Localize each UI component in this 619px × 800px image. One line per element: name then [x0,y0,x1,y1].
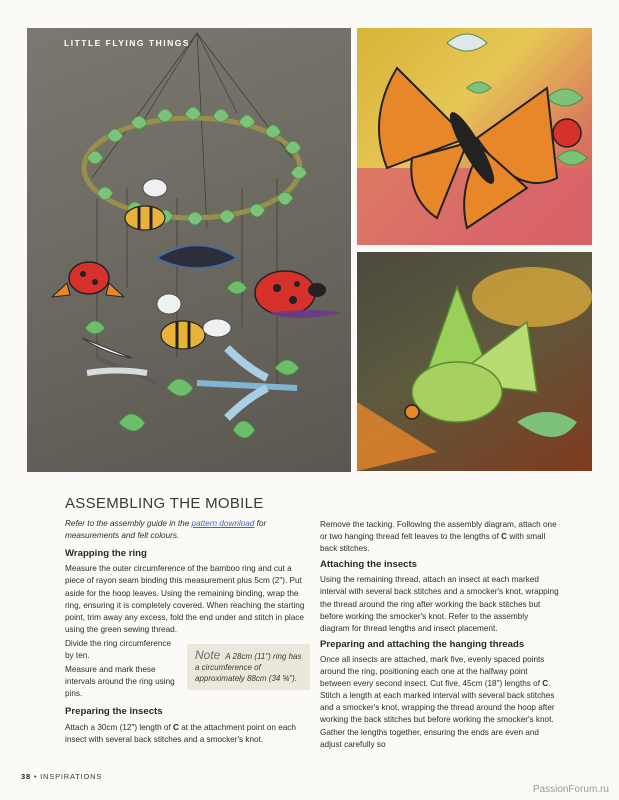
wrapping-mark-paragraph: Measure and mark these intervals around the ring using pins. [65,665,175,699]
preparing-text-end: at the attachment point on each insect with several back stitches and a smocker's knot. [65,722,296,744]
hanging-text-end: . Stitch a length at each marked interval with several back stitches and a smocker's knot, wrapping the thread around the hoop after working the back stitches but before working the smocker's knot. Gather the lengths together, ensuring the ends are even and adjust carefully so [320,679,555,749]
article-title: ASSEMBLING THE MOBILE [65,495,264,512]
attaching-paragraph: Using the remaining thread, attach an insect at each marked interval with several back stitches and a smocker's knot, wrapping the thread around the ring after working the back stitches but before working the smocker's knot. Refer to the assembly diagram for thread lengths and insect placement. [320,575,559,633]
continued-paragraph [320,519,560,555]
heading-attaching-insects: Attaching the insects [320,559,418,571]
photo-beetle [357,252,592,471]
heading-preparing-insects: Preparing the insects [65,706,163,718]
dragonfly-left [82,338,157,383]
butterfly-illustration [357,28,592,245]
page-footer [21,772,102,781]
wrapping-divide-text [65,638,177,702]
moth [157,246,237,269]
thread-c-label: C [501,532,508,542]
right-column [320,519,560,753]
note-box [187,644,310,690]
watermark: PassionForum.ru [532,784,609,795]
bee-middle [157,294,231,349]
hanging-text-start: Once all insects are attached, mark five, evenly spaced points around the ring, positioning each one at the halfway point between every second insect. Cut five, 45cm (18") lengths of [320,654,545,689]
intro-text-end: for measurements and felt colours. [65,519,267,541]
photo-mobile [27,28,351,472]
preparing-text-start: Attach a 30cm (12") length of [65,722,174,732]
magazine-name: INSPIRATIONS [40,772,103,781]
heading-hanging-threads: Preparing and attaching the hanging threads [320,638,525,650]
intro-text-start: Refer to the assembly guide in the [65,519,192,529]
pattern-download-link[interactable]: pattern download [191,519,255,529]
wrapping-split [65,638,310,702]
heading-wrapping-ring: Wrapping the ring [65,548,147,560]
wrapping-paragraph: Measure the outer circumference of the bamboo ring and cut a piece of rayon seam binding this measurement plus 5cm (2"). Put aside for the hoop leaves. Using the remaining binding, wrap the ring, ensuring it is completely covered. When reaching the starting point, trim away any excess, fold the end under and stitch in place using the green sewing thread. [65,564,305,634]
hanging-paragraph [320,654,560,751]
footer-bullet: • [33,772,38,781]
dragonfly-right [197,348,297,418]
photo-caption-label: LITTLE FLYING THINGS [64,38,191,48]
intro-paragraph [65,518,310,542]
ladybird-left [52,262,124,297]
photo-butterfly [357,28,592,245]
wrapping-divide-paragraph: Divide the ring circumference by ten. [65,638,172,661]
thread-c-label: C [542,679,549,689]
thread-c-label: C [173,722,179,732]
ladybird-right [255,271,342,318]
continued-text-end: with small back stitches. [320,532,546,554]
beetle-illustration [357,252,592,471]
left-column [65,495,310,748]
page-number: 38 [21,772,31,781]
note-label: Note [195,647,221,662]
mobile-illustration [27,28,351,472]
note-text: A 28cm (11") ring has a circumference of approximately 88cm (34 ⅝"). [195,651,302,683]
preparing-paragraph [65,722,310,746]
continued-text-start: Remove the tacking. Following the assembly diagram, attach one or two hanging thread felt leaves to the lengths of [320,520,557,542]
